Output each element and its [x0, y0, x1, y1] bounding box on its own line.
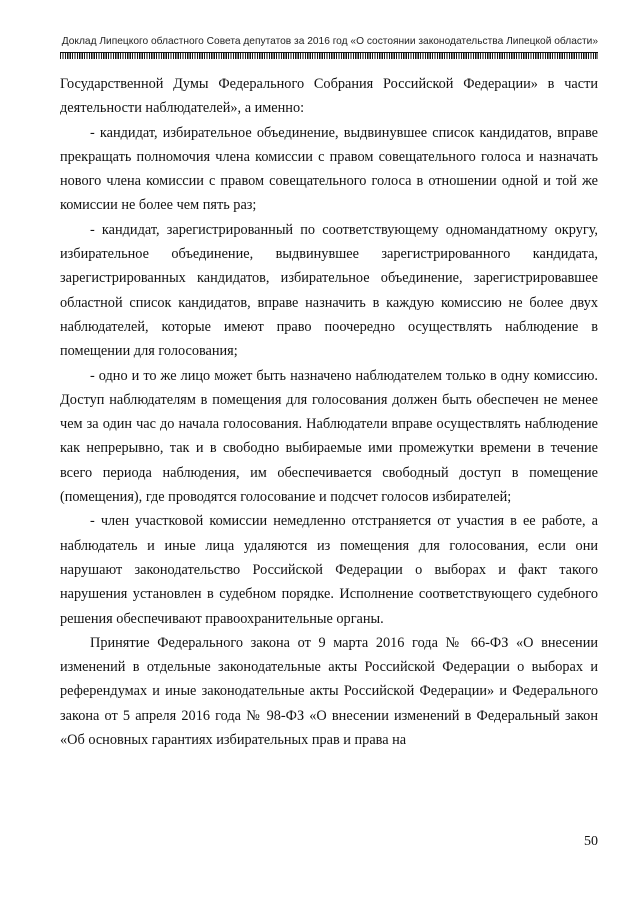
- paragraph: Принятие Федерального закона от 9 марта 2016 года № 66-ФЗ «О внесении изменений в отдельные законодательные акты Российской Федерации о выборах и референдумах и иные законодательные акты Российской Федерации» и Федерального закона от 5 апреля 2016 года № 98-ФЗ «О внесении изменений в Федеральный закон «Об основных гарантиях избирательных прав и права на: [60, 634, 598, 749]
- page-number: 50: [584, 834, 598, 849]
- paragraph: Государственной Думы Федерального Собрания Российской Федерации» в части деятельности наблюдателей», а именно:: [60, 76, 598, 117]
- paragraph: - одно и то же лицо может быть назначено наблюдателем только в одну комиссию. Доступ наблюдателям в помещения для голосования должен быть обеспечен не менее чем за один час до начала голосования. Наблюдатели вправе осуществлять наблюдение как непрерывно, так и в свободно выбираемые ими промежутки времени в течение всего периода наблюдения, им обеспечивается свободный доступ в помещение (помещения), где проводятся голосование и подсчет голосов избирателей;: [60, 367, 598, 506]
- document-body: [60, 72, 598, 752]
- header-rule: [60, 52, 598, 59]
- paragraph: - кандидат, избирательное объединение, выдвинувшее список кандидатов, вправе прекращать полномочия члена комиссии с правом совещательного голоса и назначать нового члена комиссии с правом совещательного голоса в отношении одной и той же комиссии не более чем пять раз;: [60, 124, 598, 214]
- paragraph: - член участковой комиссии немедленно отстраняется от участия в ее работе, а наблюдатель и иные лица удаляются из помещения для голосования, если они нарушают законодательство Российской Федерации о выборах и факт такого нарушения установлен в судебном порядке. Исполнение соответствующего судебного решения обеспечивают правоохранительные органы.: [60, 513, 598, 627]
- paragraph: - кандидат, зарегистрированный по соответствующему одномандатному округу, избирательное объединение, выдвинувшее зарегистрированного кандидата, зарегистрированных кандидатов, избирательное объединение, зарегистрировавшее областной список кандидатов, вправе назначить в каждую комиссию не более двух наблюдателей, которые имеют право поочередно осуществлять наблюдение в помещении для голосования;: [60, 221, 598, 360]
- running-header: Доклад Липецкого областного Совета депутатов за 2016 год «О состоянии законодательства Липецкой области»: [61, 36, 598, 47]
